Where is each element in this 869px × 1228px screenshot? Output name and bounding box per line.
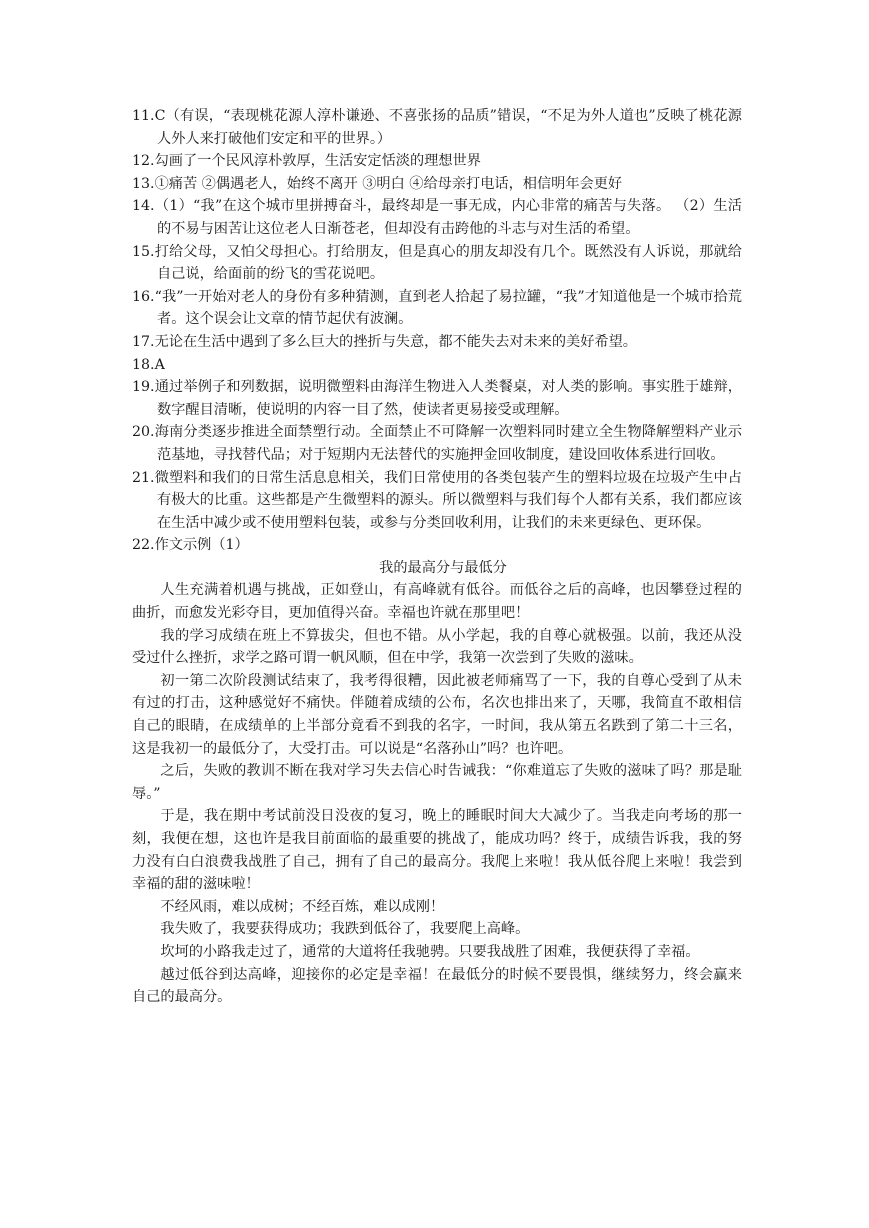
- answer-number: 17.: [132, 333, 155, 350]
- answer-text: “我”一开始对老人的身份有多种猜测，直到老人拾起了易拉罐，“我”才知道他是一个城市拾荒者。这个误会让文章的情节起伏有波澜。: [154, 288, 742, 328]
- answer-number: 21.: [132, 469, 155, 486]
- answer-22: [132, 534, 742, 557]
- answer-number: 15.: [132, 243, 155, 260]
- answer-text: 勾画了一个民风淳朴敦厚，生活安定恬淡的理想世界: [154, 153, 481, 170]
- answer-text: 微塑料和我们的日常生活息息相关，我们日常使用的各类包装产生的塑料垃圾在垃圾产生中占有极大的比重。这些都是产生微塑料的源头。所以微塑料与我们每个人都有关系，我们都应该在生活中减少或不使用塑料包装，或参与分类回收利用，让我们的未来更绿色、更环保。: [154, 469, 742, 531]
- essay-paragraph: 人生充满着机遇与挑战，正如登山，有高峰就有低谷。而低谷之后的高峰，也因攀登过程的曲折，而愈发光彩夺目，更加值得兴奋。幸福也许就在那里吧！: [132, 582, 742, 622]
- answer-13: [132, 173, 742, 196]
- answer-number: 12.: [132, 153, 155, 170]
- answer-17: [132, 331, 742, 354]
- answer-text: A: [154, 356, 165, 373]
- answer-text: C（有误，“表现桃花源人淳朴谦逊、不喜张扬的品质”错误，“不足为外人道也”反映了桃花源人外人来打破他们安定和平的世界。）: [154, 108, 742, 147]
- answer-number: 14.: [132, 198, 155, 215]
- essay-paragraph: 越过低谷到达高峰，迎接你的必定是幸福！在最低分的时候不要畏惧，继续努力，终会赢来自己的最高分。: [132, 966, 742, 1006]
- essay-paragraph: 于是，我在期中考试前没日没夜的复习，晚上的睡眠时间大大减少了。当我走向考场的那一刻，我便在想，这也许是我目前面临的最重要的挑战了，能成功吗？终于，成绩告诉我，我的努力没有白白浪费我战胜了自己，拥有了自己的最高分。我爬上来啦！我从低谷爬上来啦！我尝到幸福的甜的滋味啦！: [132, 808, 742, 893]
- essay-paragraph: 初一第二次阶段测试结束了，我考得很糟，因此被老师痛骂了一下，我的自尊心受到了从未有过的打击，这种感觉好不痛快。伴随着成绩的公布，名次也排出来了，天哪，我简直不敢相信自己的眼睛，在成绩单的上半部分竟看不到我的名字，一时间，我从第五名跌到了第二十三名，这是我初一的最低分了，大受打击。可以说是“名落孙山”吗？也许吧。: [132, 672, 742, 757]
- essay-paragraph: 我的学习成绩在班上不算拔尖，但也不错。从小学起，我的自尊心就极强。以前，我还从没受过什么挫折，求学之路可谓一帆风顺，但在中学，我第一次尝到了失败的滋味。: [132, 627, 742, 667]
- essay-title: 我的最高分与最低分: [379, 559, 507, 576]
- answer-19: [132, 376, 742, 421]
- answer-12: [132, 150, 742, 173]
- answer-text: ①痛苦 ②偶遇老人，始终不离开 ③明白 ④给母亲打电话，相信明年会更好: [154, 175, 623, 192]
- essay-paragraph: 坎坷的小路我走过了，通常的大道将任我驰骋。只要我战胜了困难，我便获得了幸福。: [160, 943, 700, 960]
- answer-number: 22.: [132, 537, 155, 554]
- answer-21: [132, 467, 742, 535]
- answer-text: （1）“我”在这个城市里拼搏奋斗，最终却是一事无成，内心非常的痛苦与失落。 （2）生活的不易与困苦让这位老人日渐苍老，但却没有击跨他的斗志与对生活的希望。: [154, 198, 742, 237]
- answer-11: [132, 105, 742, 150]
- answer-number: 19.: [132, 379, 155, 396]
- answer-number: 13.: [132, 175, 155, 192]
- answer-text: 无论在生活中遇到了多么巨大的挫折与失意，都不能失去对未来的美好希望。: [154, 333, 637, 350]
- answer-text: 作文示例（1）: [154, 537, 249, 554]
- answer-text: 海南分类逐步推进全面禁塑行动。全面禁止不可降解一次塑料同时建立全生物降解塑料产业示范基地，寻找替代品；对于短期内无法替代的实施押金回收制度，建设回收体系进行回收。: [154, 424, 742, 463]
- answer-18: [132, 354, 742, 377]
- answer-number: 18.: [132, 356, 155, 373]
- essay-paragraph: 不经风雨，难以成树；不经百炼，难以成刚！: [160, 898, 445, 915]
- answer-content: [132, 105, 742, 1009]
- answer-text: 打给父母，又怕父母担心。打给朋友，但是真心的朋友却没有几个。既然没有人诉说，那就给自己说，给面前的纷飞的雪花说吧。: [154, 243, 742, 283]
- essay-paragraph: 我失败了，我要获得成功；我跌到低谷了，我要爬上高峰。: [160, 921, 530, 938]
- answer-text: 通过举例子和列数据，说明微塑料由海洋生物进入人类餐桌，对人类的影响。事实胜于雄辩，数字醒目清晰，使说明的内容一目了然，使读者更易接受或理解。: [154, 379, 742, 418]
- answer-15: [132, 241, 742, 286]
- answer-16: [132, 286, 742, 331]
- essay-paragraph: 之后，失败的教训不断在我对学习失去信心时告诫我：“你难道忘了失败的滋味了吗？那是耻辱。”: [132, 763, 742, 802]
- answer-number: 16.: [132, 288, 155, 305]
- answer-20: [132, 421, 742, 466]
- answer-14: [132, 195, 742, 240]
- answer-number: 20.: [132, 424, 155, 441]
- answer-number: 11.: [132, 108, 155, 124]
